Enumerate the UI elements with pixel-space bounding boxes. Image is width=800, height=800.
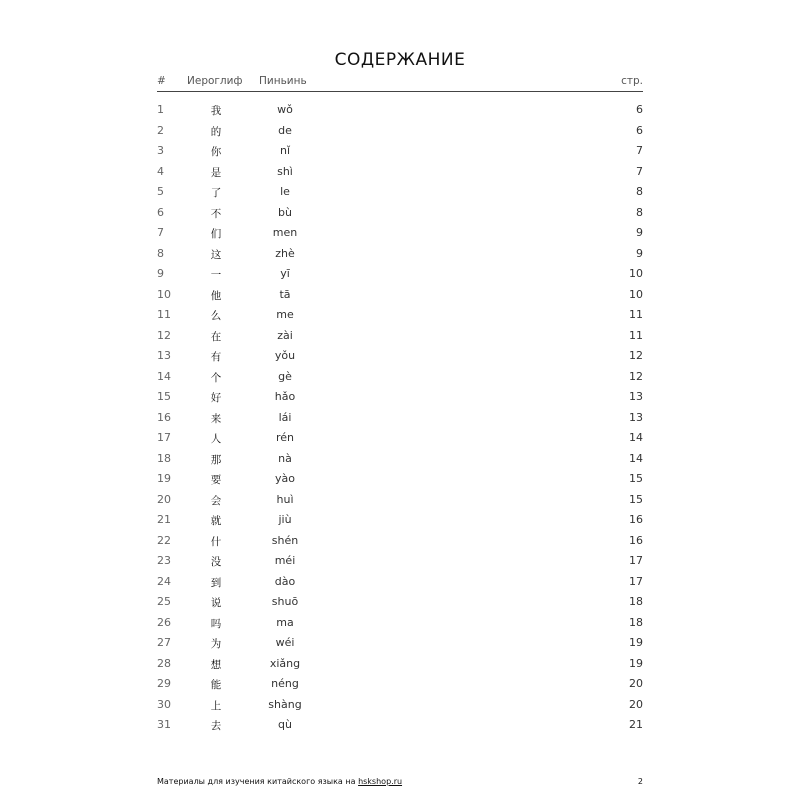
toc-row[interactable] xyxy=(157,264,643,285)
toc-row-pinyin: zhè xyxy=(275,246,295,260)
toc-row-page: 6 xyxy=(636,123,643,137)
toc-row[interactable] xyxy=(157,674,643,695)
toc-row-character: 在 xyxy=(210,330,222,343)
toc-list xyxy=(157,100,643,736)
toc-row-character: 那 xyxy=(210,453,222,466)
toc-row-number: 31 xyxy=(157,718,171,731)
toc-row[interactable] xyxy=(157,531,643,552)
toc-row-number: 25 xyxy=(157,595,171,608)
toc-row[interactable] xyxy=(157,100,643,121)
toc-header xyxy=(157,73,643,92)
toc-row-page: 13 xyxy=(629,390,643,403)
toc-row-number: 15 xyxy=(157,390,171,403)
toc-row-number: 14 xyxy=(157,369,171,383)
toc-row[interactable] xyxy=(157,695,643,716)
toc-row[interactable] xyxy=(157,326,643,347)
toc-row-character: 有 xyxy=(210,351,222,363)
toc-row[interactable] xyxy=(157,654,643,675)
column-header-page: стр. xyxy=(621,75,643,87)
toc-row-pinyin: shén xyxy=(271,533,299,547)
toc-row-pinyin: me xyxy=(276,308,294,321)
toc-row-pinyin: zài xyxy=(277,328,293,342)
toc-row-page: 10 xyxy=(629,267,643,280)
toc-row-character: 会 xyxy=(210,494,222,507)
toc-row-pinyin: nà xyxy=(278,451,292,465)
toc-row-pinyin: nǐ xyxy=(279,144,291,157)
toc-row-page: 18 xyxy=(629,615,643,629)
toc-row-character: 想 xyxy=(210,658,222,671)
toc-row-number: 26 xyxy=(157,615,171,629)
toc-row-character: 是 xyxy=(210,166,222,179)
toc-row-character: 为 xyxy=(210,638,222,650)
toc-row-pinyin: shuō xyxy=(271,595,299,608)
toc-row-number: 27 xyxy=(157,636,171,649)
toc-row-page: 19 xyxy=(629,636,643,649)
toc-row-pinyin: jiù xyxy=(278,513,292,526)
toc-row-pinyin: shàng xyxy=(268,697,302,711)
toc-row-character: 就 xyxy=(210,515,222,527)
toc-row[interactable] xyxy=(157,633,643,654)
toc-row-character: 吗 xyxy=(210,617,222,630)
toc-row-pinyin: bù xyxy=(278,205,292,219)
toc-row[interactable] xyxy=(157,203,643,224)
toc-row-character: 来 xyxy=(210,412,222,425)
toc-row-pinyin: méi xyxy=(274,554,296,567)
toc-row-number: 22 xyxy=(157,533,171,547)
toc-row-number: 16 xyxy=(157,410,171,424)
toc-row-page: 11 xyxy=(629,328,643,342)
toc-row[interactable] xyxy=(157,551,643,572)
toc-row-pinyin: shì xyxy=(277,164,293,178)
footer-page-number: 2 xyxy=(637,777,643,786)
toc-row-page: 17 xyxy=(629,554,643,567)
toc-row-page: 12 xyxy=(629,369,643,383)
toc-row-pinyin: huì xyxy=(276,492,294,506)
toc-row-page: 14 xyxy=(629,431,643,444)
toc-row[interactable] xyxy=(157,121,643,142)
toc-row-number: 20 xyxy=(157,492,171,506)
toc-row-character: 个 xyxy=(210,371,222,384)
toc-row-pinyin: gè xyxy=(278,369,292,383)
toc-row-number: 5 xyxy=(157,185,164,198)
toc-row-pinyin: xiǎng xyxy=(269,656,301,670)
toc-row-character: 要 xyxy=(210,474,222,486)
toc-row[interactable] xyxy=(157,592,643,613)
toc-row[interactable] xyxy=(157,244,643,265)
toc-row-pinyin: yǒu xyxy=(274,349,296,362)
toc-row[interactable] xyxy=(157,510,643,531)
toc-row-number: 6 xyxy=(157,205,164,219)
toc-row-character: 我 xyxy=(210,105,222,117)
toc-row-page: 16 xyxy=(629,533,643,547)
toc-row[interactable] xyxy=(157,408,643,429)
toc-row-character: 这 xyxy=(210,248,222,261)
toc-row-number: 19 xyxy=(157,472,171,485)
toc-row-page: 14 xyxy=(629,451,643,465)
toc-row-pinyin: dào xyxy=(274,574,296,588)
toc-row-number: 7 xyxy=(157,226,164,239)
toc-row-page: 9 xyxy=(636,226,643,239)
toc-row-page: 8 xyxy=(636,205,643,219)
toc-row-pinyin: yī xyxy=(280,267,290,280)
toc-row-character: 你 xyxy=(210,146,222,158)
toc-row-number: 4 xyxy=(157,164,164,178)
toc-row-number: 13 xyxy=(157,349,171,362)
toc-row[interactable] xyxy=(157,162,643,183)
toc-row-page: 21 xyxy=(629,718,643,731)
toc-row-number: 8 xyxy=(157,246,164,260)
footer-text: Материалы для изучения китайского языка на xyxy=(157,777,359,786)
toc-row-character: 好 xyxy=(210,392,222,404)
toc-row[interactable] xyxy=(157,223,643,244)
toc-row-character: 一 xyxy=(210,269,222,281)
toc-row-page: 20 xyxy=(629,677,643,690)
toc-row-number: 28 xyxy=(157,656,171,670)
toc-row-number: 3 xyxy=(157,144,164,157)
toc-row-page: 17 xyxy=(629,574,643,588)
toc-row-pinyin: hǎo xyxy=(274,390,296,403)
toc-row-pinyin: men xyxy=(272,226,298,239)
footer-text-wrapper xyxy=(157,777,402,786)
toc-row-number: 21 xyxy=(157,513,171,526)
toc-row-character: 去 xyxy=(210,720,222,732)
toc-row-number: 29 xyxy=(157,677,171,690)
toc-row-pinyin: qù xyxy=(278,718,292,731)
toc-row-pinyin: néng xyxy=(271,677,299,690)
toc-row-page: 13 xyxy=(629,410,643,424)
toc-row-page: 12 xyxy=(629,349,643,362)
toc-row[interactable] xyxy=(157,182,643,203)
toc-row[interactable] xyxy=(157,285,643,306)
toc-row-page: 15 xyxy=(629,472,643,485)
toc-row-number: 30 xyxy=(157,697,171,711)
toc-row-page: 7 xyxy=(636,164,643,178)
toc-row[interactable] xyxy=(157,305,643,326)
toc-row-character: 么 xyxy=(210,310,222,322)
toc-row-page: 19 xyxy=(629,656,643,670)
toc-row-number: 11 xyxy=(157,308,171,321)
toc-row[interactable] xyxy=(157,449,643,470)
toc-row-number: 23 xyxy=(157,554,171,567)
toc-row-page: 16 xyxy=(629,513,643,526)
toc-row-character: 没 xyxy=(210,556,222,568)
toc-row-number: 12 xyxy=(157,328,171,342)
toc-row-character: 说 xyxy=(210,597,222,609)
toc-row[interactable] xyxy=(157,428,643,449)
toc-row-character: 人 xyxy=(210,433,222,445)
toc-row-character: 什 xyxy=(210,535,222,548)
toc-row[interactable] xyxy=(157,715,643,736)
toc-row-page: 9 xyxy=(636,246,643,260)
toc-row-number: 9 xyxy=(157,267,164,280)
toc-row[interactable] xyxy=(157,141,643,162)
toc-row-pinyin: de xyxy=(278,123,292,137)
toc-row-character: 能 xyxy=(210,679,222,691)
toc-row-character: 的 xyxy=(210,125,222,138)
toc-row-number: 18 xyxy=(157,451,171,465)
toc-row-pinyin: ma xyxy=(276,615,294,629)
column-header-number: # xyxy=(157,75,166,87)
toc-row-pinyin: le xyxy=(280,185,290,198)
toc-row-number: 2 xyxy=(157,123,164,137)
toc-row[interactable] xyxy=(157,613,643,634)
toc-row-page: 15 xyxy=(629,492,643,506)
column-header-character: Иероглиф xyxy=(187,75,243,87)
toc-row-pinyin: wéi xyxy=(275,636,295,649)
toc-row-page: 10 xyxy=(629,287,643,301)
toc-row-character: 上 xyxy=(210,699,222,712)
toc-row-character: 了 xyxy=(210,187,222,199)
toc-row-page: 8 xyxy=(636,185,643,198)
toc-row-character: 不 xyxy=(210,207,222,220)
toc-row-pinyin: rén xyxy=(275,431,295,444)
toc-row[interactable] xyxy=(157,490,643,511)
toc-row[interactable] xyxy=(157,469,643,490)
footer-link[interactable]: hskshop.ru xyxy=(358,777,403,786)
toc-row-number: 1 xyxy=(157,103,164,116)
toc-row-pinyin: tā xyxy=(279,287,291,301)
toc-row[interactable] xyxy=(157,367,643,388)
toc-row-page: 6 xyxy=(636,103,643,116)
toc-row-pinyin: lái xyxy=(278,410,292,424)
toc-row-page: 11 xyxy=(629,308,643,321)
toc-row-character: 们 xyxy=(210,228,222,240)
toc-row-pinyin: wǒ xyxy=(277,103,293,116)
page-title: СОДЕРЖАНИЕ xyxy=(334,50,466,70)
toc-row-page: 7 xyxy=(636,144,643,157)
toc-row-page: 18 xyxy=(629,595,643,608)
toc-row-pinyin: yào xyxy=(275,472,295,485)
toc-row-character: 到 xyxy=(210,576,222,589)
toc-row[interactable] xyxy=(157,572,643,593)
toc-row-character: 他 xyxy=(210,289,222,302)
toc-row-number: 24 xyxy=(157,574,171,588)
toc-row-number: 10 xyxy=(157,287,171,301)
toc-row-number: 17 xyxy=(157,431,171,444)
column-header-pinyin: Пиньинь xyxy=(259,75,307,87)
toc-row[interactable] xyxy=(157,346,643,367)
toc-row[interactable] xyxy=(157,387,643,408)
toc-row-page: 20 xyxy=(629,697,643,711)
